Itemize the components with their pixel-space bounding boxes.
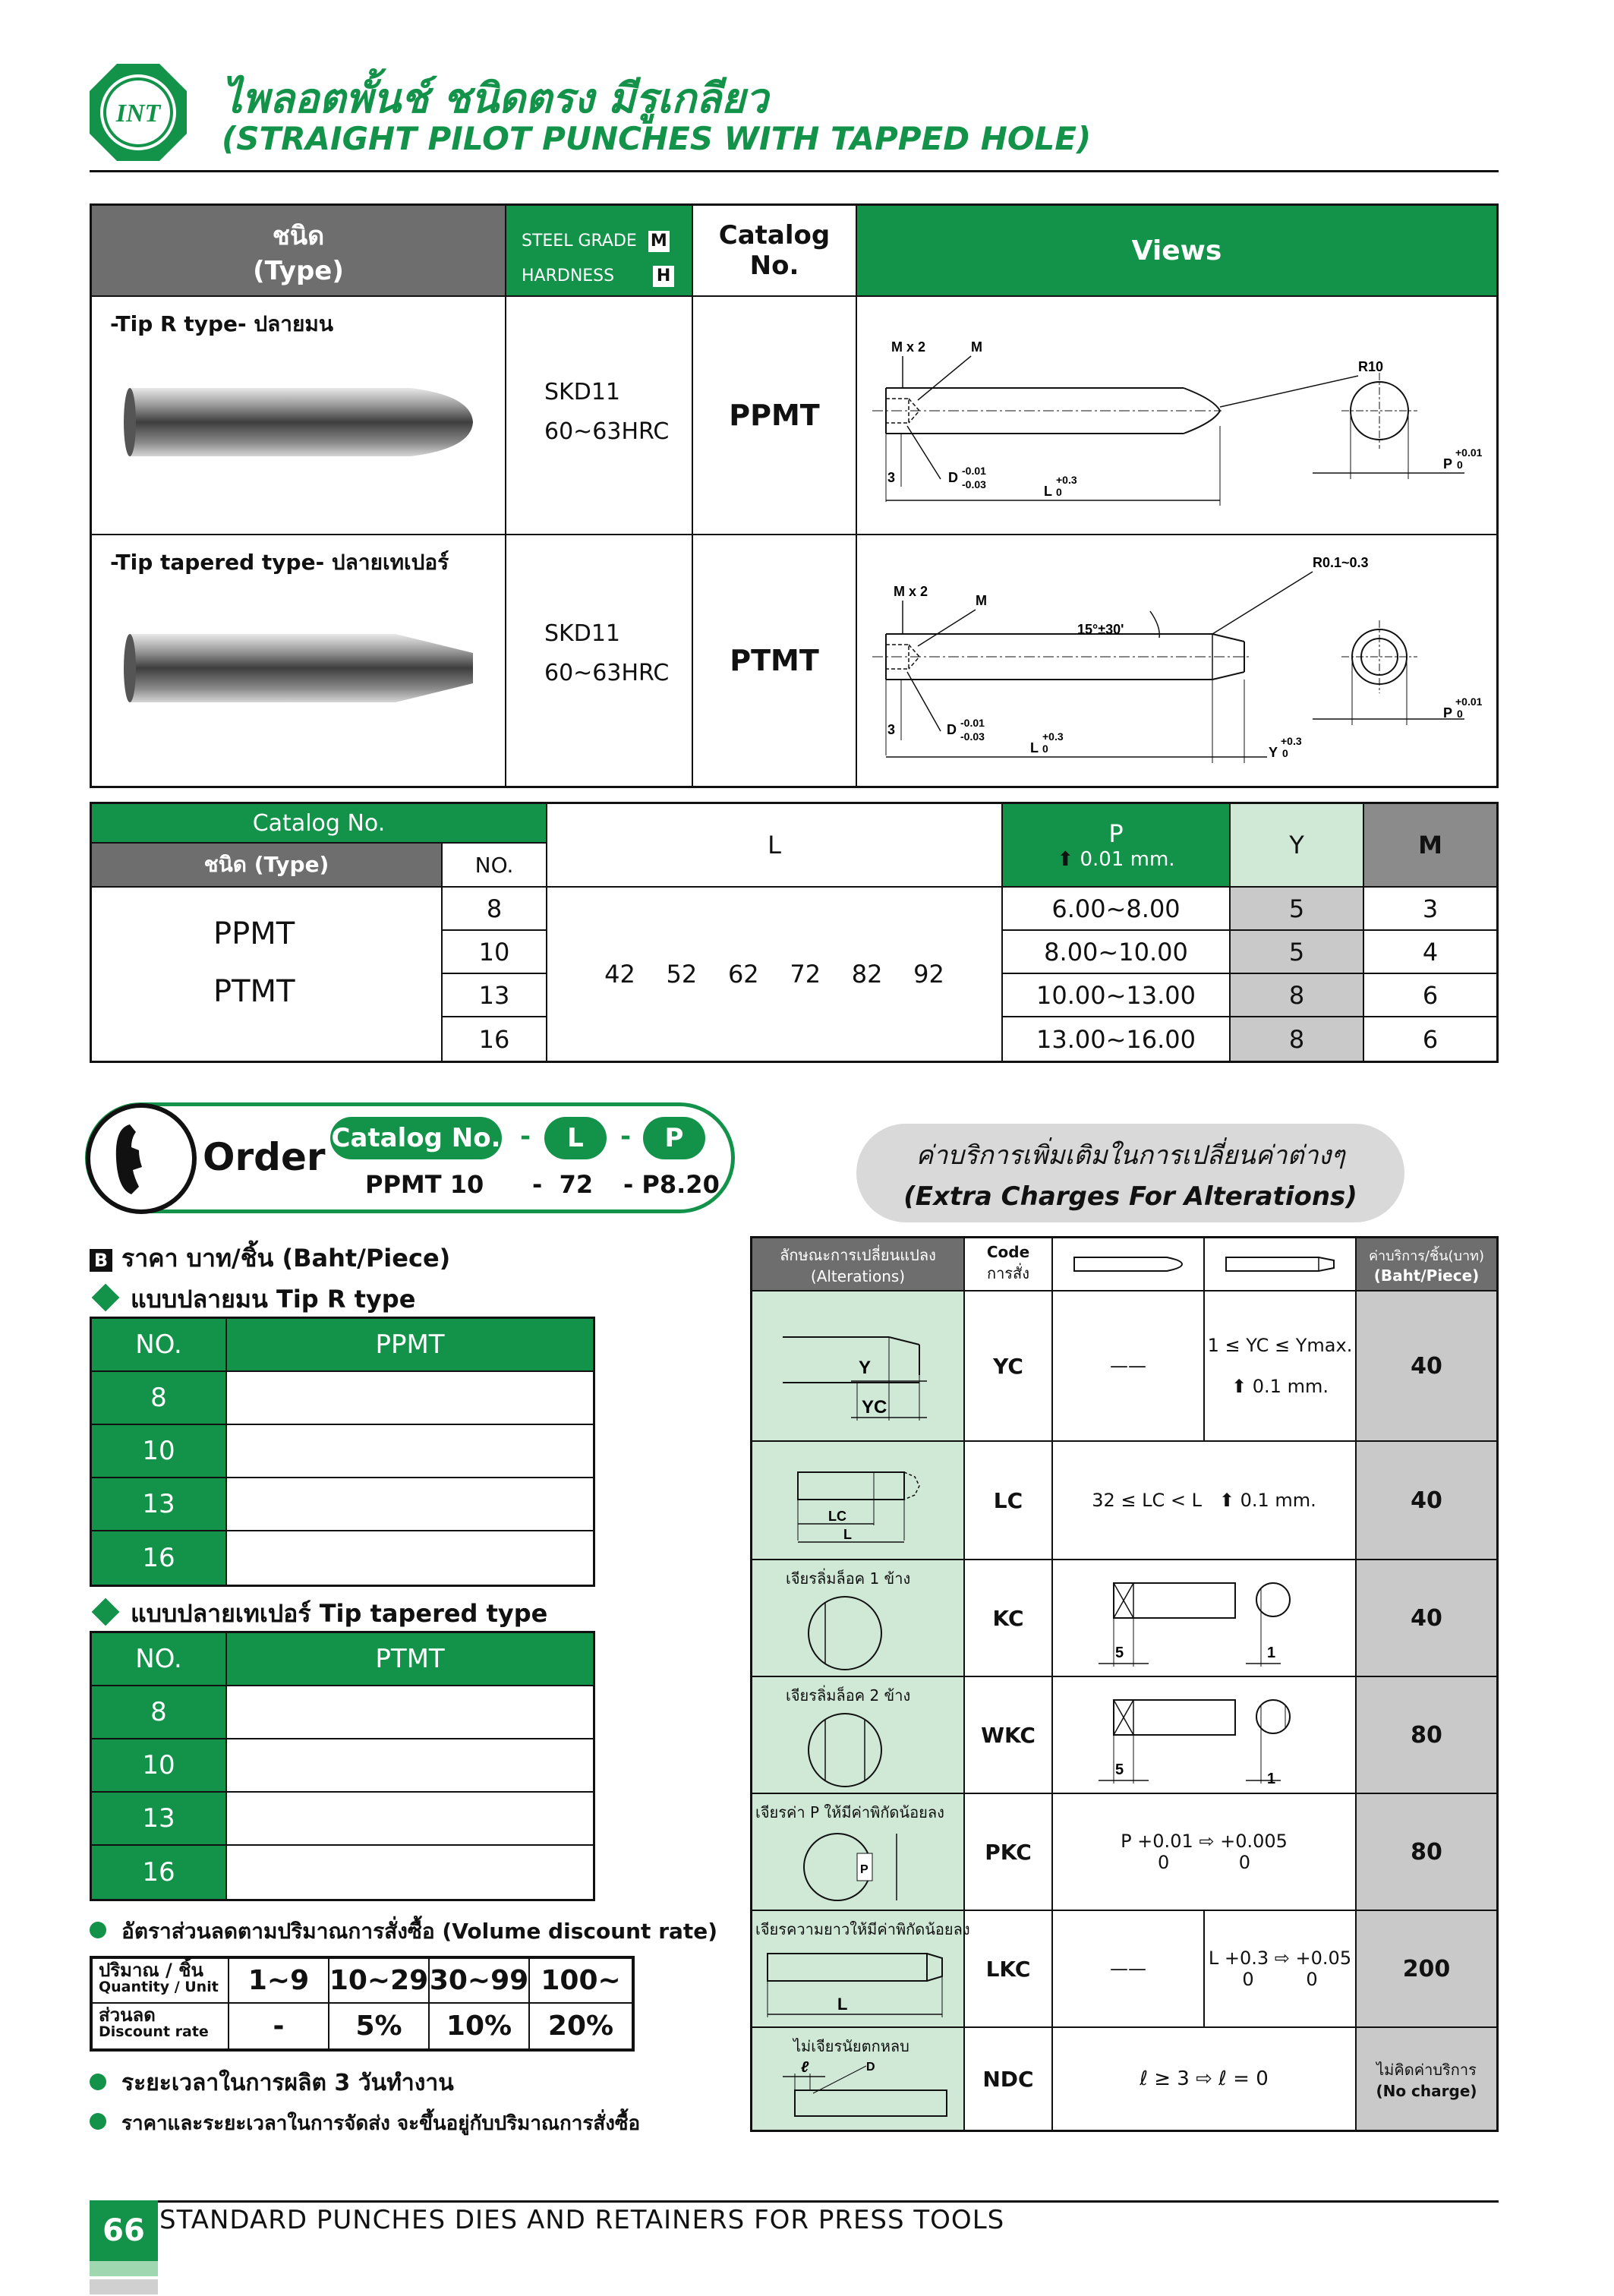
- alt-figure-kc-detail: [1053, 1560, 1357, 1676]
- alt-figure-yc: [752, 1292, 965, 1440]
- header-rule: [90, 170, 1499, 172]
- type-header: [92, 206, 506, 297]
- order-example-catalog: PPMT 10: [365, 1170, 484, 1199]
- steel-grade-label: STEEL GRADE: [522, 232, 637, 251]
- view-tip-r: [857, 297, 1496, 535]
- yc-step: 0.1 mm.: [1252, 1376, 1329, 1397]
- alt-value-tip-r: ——: [1053, 1292, 1205, 1440]
- spec-row-y: 8: [1231, 1017, 1364, 1061]
- order-p-pill: P: [643, 1117, 705, 1159]
- order-dash-2: -: [620, 1121, 632, 1152]
- drawing-tapered: [857, 535, 1496, 786]
- price-no-cell: 16: [92, 1846, 227, 1899]
- dim2-d-tol-lo: -0.03: [960, 730, 985, 743]
- dim2-m: M: [976, 593, 987, 608]
- alt-fee: 200: [1357, 1911, 1496, 2026]
- spec-row-m: 6: [1422, 1024, 1439, 1054]
- page-title-thai: ไพลอตพั้นช์ ชนิดตรง มีรูเกลียว: [222, 74, 768, 122]
- spec-table: [90, 802, 1499, 1063]
- price-value-cell: [227, 1739, 593, 1791]
- alt-code: WKC: [965, 1677, 1053, 1793]
- discount-heading: [90, 1915, 717, 1948]
- disc-label-th: ส่วนลด: [99, 2004, 156, 2026]
- spec-row-no: 16: [443, 1017, 547, 1061]
- baht-badge-icon: B: [90, 1249, 112, 1272]
- discount-rate: 20%: [547, 2011, 614, 2042]
- tip-tapered-heading: [96, 1594, 547, 1633]
- dot-bullet-icon: [90, 1922, 106, 1938]
- note-text: ระยะเวลาในการผลิต 3 วันทำงาน: [121, 2070, 454, 2096]
- diamond-bullet-icon: [92, 1598, 120, 1626]
- type-label-tapered: -Tip tapered type- ปลายเทเปอร์: [110, 550, 449, 575]
- tip-tapered-heading-text: แบบปลายเทเปอร์ Tip tapered type: [131, 1599, 548, 1628]
- footer-text: STANDARD PUNCHES DIES AND RETAINERS FOR PRESS TOOLS: [159, 2205, 1005, 2235]
- price-heading: [90, 1239, 450, 1278]
- type-cell-r: [92, 297, 506, 535]
- footer-stripe: [90, 2279, 158, 2294]
- lkc-label: เจียรความยาวให้มีค่าพิกัดน้อยลง: [755, 1920, 970, 1938]
- tip-r-shape-icon: [1053, 1238, 1205, 1290]
- dim-d-tol-lo: -0.03: [962, 478, 986, 490]
- catalog-value-ptmt: PTMT: [693, 535, 857, 786]
- qty-range: 100~: [530, 1959, 632, 2004]
- alt-figure-ndc: [752, 2028, 965, 2130]
- spec-l-values: 42 52 62 72 82 92: [547, 888, 1003, 1061]
- hardness-value-tapered: 60~63HRC: [544, 660, 670, 686]
- int-logo: [85, 59, 191, 166]
- alt-value-tip-tapered: [1205, 1911, 1357, 2026]
- views-header: Views: [857, 206, 1496, 297]
- spec-row-no: 8: [443, 888, 547, 931]
- spec-y-header: Y: [1231, 804, 1364, 888]
- spec-type-ptmt: PTMT: [213, 974, 295, 1009]
- diamond-bullet-icon: [92, 1284, 120, 1312]
- price-table-ppmt: [90, 1317, 595, 1587]
- alt-row-ndc: [752, 2028, 1496, 2130]
- alt-code: PKC: [965, 1794, 1053, 1910]
- kc-dim-5: 5: [1115, 1645, 1124, 1661]
- alt-code: LC: [965, 1442, 1053, 1559]
- dim2-p-tol-lo: 0: [1457, 708, 1463, 720]
- spec-row-m: 3: [1364, 888, 1496, 931]
- order-label: Order: [203, 1135, 326, 1179]
- svg-text:INT: INT: [115, 99, 161, 128]
- price-value-cell: [227, 1531, 593, 1585]
- discount-rate-label: [93, 2004, 229, 2048]
- price-heading-text: ราคา บาท/ชิ้น (Baht/Piece): [121, 1244, 451, 1273]
- catalog-header-l2: No.: [749, 251, 799, 281]
- catalog-value-ppmt: PPMT: [693, 297, 857, 535]
- alt-fee: 80: [1357, 1794, 1496, 1910]
- pkc-label: เจียรค่า P ให้มีค่าพิกัดน้อยลง: [755, 1803, 944, 1821]
- footer-rule: [90, 2200, 1499, 2203]
- order-box: [85, 1102, 735, 1213]
- dot-bullet-icon: [90, 2074, 106, 2090]
- lc-fig-lc: LC: [828, 1509, 846, 1524]
- phone-icon: [84, 1102, 198, 1216]
- alt-row-lc: [752, 1442, 1496, 1560]
- price-ppmt-header: PPMT: [227, 1319, 593, 1370]
- alt-figure-lc: [752, 1442, 965, 1559]
- discount-rate: -: [229, 2004, 329, 2048]
- alt-fee: 40: [1357, 1292, 1496, 1440]
- dim-l: L: [1044, 484, 1052, 499]
- hardness-label: HARDNESS: [522, 266, 615, 285]
- spec-l-header: L: [547, 804, 1003, 888]
- discount-qty-label: [93, 1959, 229, 2004]
- dim2-l-tol-up: +0.3: [1042, 730, 1064, 743]
- alt-fee: 40: [1357, 1560, 1496, 1676]
- order-l-pill: L: [544, 1117, 607, 1159]
- dim-l-tol-lo: 0: [1056, 486, 1062, 498]
- spec-p-step-value: 0.01 mm.: [1080, 848, 1175, 871]
- extra-charges-banner: [856, 1124, 1404, 1222]
- alt-row-pkc: [752, 1794, 1496, 1911]
- dim2-y-tol-lo: 0: [1282, 747, 1288, 759]
- order-example-l: - 72: [532, 1170, 594, 1199]
- tip-r-heading: [96, 1280, 415, 1319]
- dim-p: P: [1443, 456, 1453, 472]
- view-tapered: [857, 535, 1496, 786]
- steel-cell-tapered: [506, 535, 693, 786]
- drawing-tip-r: [857, 297, 1496, 535]
- dim2-y-tol-up: +0.3: [1281, 735, 1302, 747]
- lc-fig-l: L: [843, 1527, 852, 1542]
- price-value-cell: [227, 1846, 593, 1899]
- price-no-cell: 10: [92, 1425, 227, 1477]
- alt-fee: 40: [1357, 1442, 1496, 1559]
- yc-fig-yc: YC: [862, 1397, 887, 1418]
- discount-table: [90, 1956, 635, 2052]
- dim2-p: P: [1443, 705, 1453, 721]
- discount-heading-text: อัตราส่วนลดตามปริมาณการสั่งซื้อ (Volume discount rate): [121, 1919, 718, 1944]
- tip-tapered-shape-icon: [1205, 1238, 1357, 1290]
- dim-3: 3: [887, 470, 896, 485]
- dim-d-tol-up: -0.01: [962, 465, 986, 477]
- yc-range: 1 ≤ YC ≤ Ymax.: [1207, 1335, 1353, 1356]
- page-number: 66: [90, 2200, 158, 2261]
- alt-figure-lkc: [752, 1911, 970, 2026]
- punch-photo-tapered: [122, 611, 479, 725]
- order-catalog-pill: Catalog No.: [330, 1117, 502, 1159]
- qty-range: 10~29: [329, 1959, 430, 2004]
- footer-stripe: [90, 2261, 158, 2276]
- alt-figure-kc: [752, 1560, 965, 1676]
- spec-row-p: 8.00~10.00: [1003, 931, 1231, 974]
- dim2-l-tol-lo: 0: [1042, 743, 1048, 755]
- lc-range: 32 ≤ LC < L: [1092, 1490, 1202, 1511]
- price-value-cell: [227, 1793, 593, 1844]
- alt-figure-wkc-detail: [1053, 1677, 1357, 1793]
- dim2-p-tol-up: +0.01: [1455, 695, 1483, 708]
- wkc-label: เจียรลิ่มล็อค 2 ข้าง: [786, 1686, 911, 1705]
- discount-rate: 5%: [329, 2004, 430, 2048]
- spec-types-cell: [92, 888, 443, 1061]
- up-arrow-icon: ⬆: [1231, 1376, 1247, 1397]
- alt-code: KC: [965, 1560, 1053, 1676]
- punch-photo-tip-r: [122, 365, 479, 479]
- alt-value-tip-tapered: [1205, 1292, 1357, 1440]
- alt-value-pkc: [1053, 1794, 1357, 1910]
- spec-catalog-header: Catalog No.: [92, 804, 547, 844]
- alt-row-kc: [752, 1560, 1496, 1677]
- steel-value-tapered: SKD11: [544, 620, 620, 647]
- alt-fee-ndc: [1357, 2028, 1496, 2130]
- spec-row-p: 6.00~8.00: [1003, 888, 1231, 931]
- steel-cell-r: [506, 297, 693, 535]
- ndc-fee-th: ไม่คิดค่าบริการ: [1376, 2061, 1477, 2079]
- alt-header-fee: [1357, 1238, 1496, 1290]
- ndc-fig-d: D: [866, 2061, 875, 2074]
- yc-fig-y: Y: [859, 1358, 872, 1378]
- price-no-header: NO.: [92, 1633, 227, 1685]
- alt-header-alteration-en: (Alterations): [810, 1267, 906, 1285]
- alt-header-fee-en: (Baht/Piece): [1373, 1266, 1480, 1285]
- price-value-cell: [227, 1478, 593, 1530]
- type-cell-tapered: [92, 535, 506, 786]
- ndc-fig-l: ℓ: [801, 2059, 809, 2076]
- alt-fee: 80: [1357, 1677, 1496, 1793]
- kc-dim-1: 1: [1267, 1645, 1276, 1661]
- up-arrow-icon: ⬆: [1218, 1490, 1234, 1511]
- alt-figure-wkc: [752, 1677, 965, 1793]
- hardness-mark: H: [653, 266, 674, 287]
- dim-l-tol-up: +0.3: [1056, 474, 1077, 486]
- spec-type-ppmt: PPMT: [213, 916, 295, 951]
- spec-p-label: P: [1108, 819, 1124, 848]
- price-no-cell: 16: [92, 1531, 227, 1585]
- discount-rate: 10%: [430, 2004, 530, 2048]
- spec-no-header: NO.: [443, 844, 547, 888]
- price-ptmt-header: PTMT: [227, 1633, 593, 1685]
- pkc-tolerance: P +0.01 ⇨ +0.005: [1121, 1831, 1288, 1852]
- steel-grade-header: [506, 206, 693, 297]
- dim2-r: R0.1~0.3: [1313, 555, 1369, 570]
- lc-step: 0.1 mm.: [1240, 1490, 1316, 1511]
- alt-value-tip-r: ——: [1053, 1911, 1205, 2026]
- dim-p-tol-up: +0.01: [1455, 446, 1483, 459]
- alt-header-alteration: [752, 1238, 965, 1290]
- alt-header-code: [965, 1238, 1053, 1290]
- alt-header-code-en: Code: [986, 1243, 1030, 1261]
- price-value-cell: [227, 1425, 593, 1477]
- type-header-th: ชนิด: [272, 221, 325, 251]
- alt-value-lc: [1053, 1442, 1357, 1559]
- spec-row-y: 5: [1231, 888, 1364, 931]
- extra-title-thai: ค่าบริการเพิ่มเติมในการเปลี่ยนค่าต่างๆ: [916, 1140, 1345, 1171]
- spec-row-y: 8: [1231, 974, 1364, 1017]
- steel-grade-mark: M: [648, 231, 670, 252]
- type-header-en: (Type): [253, 256, 344, 286]
- order-example-p: - P8.20: [623, 1170, 720, 1199]
- alt-value-ndc: ℓ ≥ 3 ⇨ ℓ = 0: [1053, 2028, 1357, 2130]
- alt-row-wkc: [752, 1677, 1496, 1794]
- dim-mx2: M x 2: [891, 339, 926, 355]
- lkc-tolerance-lower: 0 0: [1242, 1969, 1318, 1990]
- spec-p-step: [1057, 848, 1174, 871]
- qty-label-en: Quantity / Unit: [99, 1979, 219, 1995]
- note-production-time: [90, 2065, 454, 2101]
- price-no-cell: 8: [92, 1372, 227, 1424]
- dim-d: D: [948, 470, 958, 485]
- qty-range: 30~99: [430, 1959, 530, 2004]
- price-table-ptmt: [90, 1631, 595, 1901]
- price-value-cell: [227, 1686, 593, 1738]
- pkc-fig-p: P: [860, 1863, 868, 1876]
- wkc-dim-1: 1: [1267, 1771, 1276, 1787]
- dim2-d: D: [947, 722, 957, 737]
- alt-header-code-th: การสั่ง: [986, 1264, 1030, 1282]
- spec-m-header: M: [1364, 804, 1496, 888]
- alt-code: LKC: [965, 1911, 1053, 2026]
- extra-title-english: (Extra Charges For Alterations): [903, 1181, 1357, 1212]
- kc-label: เจียรลิ่มล็อค 1 ข้าง: [786, 1569, 911, 1588]
- order-dash-1: -: [520, 1121, 531, 1152]
- alt-figure-pkc: [752, 1794, 965, 1910]
- ndc-fee-en: (No charge): [1376, 2082, 1477, 2100]
- disc-label-en: Discount rate: [99, 2023, 209, 2040]
- dim2-d-tol-up: -0.01: [960, 717, 985, 729]
- price-no-cell: 8: [92, 1686, 227, 1738]
- spec-p-header: [1003, 804, 1231, 888]
- catalog-no-header: [693, 206, 857, 297]
- catalog-header-l1: Catalog: [718, 220, 831, 251]
- price-no-cell: 13: [92, 1793, 227, 1844]
- up-arrow-icon: ⬆: [1057, 848, 1074, 871]
- price-value-cell: [227, 1372, 593, 1424]
- type-label-r: -Tip R type- ปลายมน: [110, 311, 333, 336]
- qty-range: 1~9: [229, 1959, 329, 2004]
- dot-bullet-icon: [90, 2113, 106, 2130]
- alt-code: NDC: [965, 2028, 1053, 2130]
- alt-header-row: [752, 1238, 1496, 1292]
- ndc-label: ไม่เจียรนัยตกหลบ: [793, 2037, 909, 2055]
- dim2-angle: 15°±30': [1077, 622, 1124, 637]
- note-delivery: [90, 2108, 640, 2139]
- spec-row-p: 13.00~16.00: [1003, 1017, 1231, 1061]
- alt-header-fee-th: ค่าบริการ/ชิ้น(บาท): [1369, 1247, 1484, 1264]
- alt-row-lkc: [752, 1911, 1496, 2028]
- alt-code: YC: [965, 1292, 1053, 1440]
- qty-label-th: ปริมาณ / ชิ้น: [99, 1960, 203, 1981]
- dim2-y: Y: [1269, 745, 1278, 760]
- dim-m: M: [971, 339, 982, 355]
- price-no-cell: 10: [92, 1739, 227, 1791]
- dim2-l: L: [1030, 740, 1039, 755]
- spec-row-p: 10.00~13.00: [1003, 974, 1231, 1017]
- price-no-cell: 13: [92, 1478, 227, 1530]
- page-title-english: (STRAIGHT PILOT PUNCHES WITH TAPPED HOLE): [222, 120, 1092, 157]
- price-no-header: NO.: [92, 1319, 227, 1370]
- alt-header-alteration-th: ลักษณะการเปลี่ยนแปลง: [780, 1246, 936, 1264]
- spec-type-header: ชนิด (Type): [92, 844, 443, 888]
- dim-p-tol-lo: 0: [1457, 459, 1463, 471]
- spec-row-no: 13: [443, 974, 547, 1017]
- alt-row-yc: [752, 1292, 1496, 1442]
- spec-row-no: 10: [443, 931, 547, 974]
- pkc-tolerance-lower: 0 0: [1157, 1852, 1251, 1873]
- alterations-table: [750, 1236, 1499, 2132]
- spec-row-y: 5: [1231, 931, 1364, 974]
- wkc-dim-5: 5: [1115, 1761, 1124, 1778]
- dim2-3: 3: [887, 722, 896, 737]
- steel-value-r: SKD11: [544, 379, 620, 405]
- product-table: [90, 203, 1499, 788]
- lkc-tolerance: L +0.3 ⇨ +0.05: [1208, 1948, 1352, 1969]
- dim2-mx2: M x 2: [894, 584, 928, 599]
- spec-row-m: 6: [1364, 974, 1496, 1017]
- note-text: ราคาและระยะเวลาในการจัดส่ง จะขึ้นอยู่กับปริมาณการสั่งซื้อ: [121, 2112, 641, 2135]
- lkc-fig-l: L: [837, 1995, 848, 2014]
- hardness-value-r: 60~63HRC: [544, 418, 670, 445]
- spec-row-m: 4: [1364, 931, 1496, 974]
- tip-r-heading-text: แบบปลายมน Tip R type: [131, 1285, 416, 1314]
- dim-r10: R10: [1358, 359, 1384, 374]
